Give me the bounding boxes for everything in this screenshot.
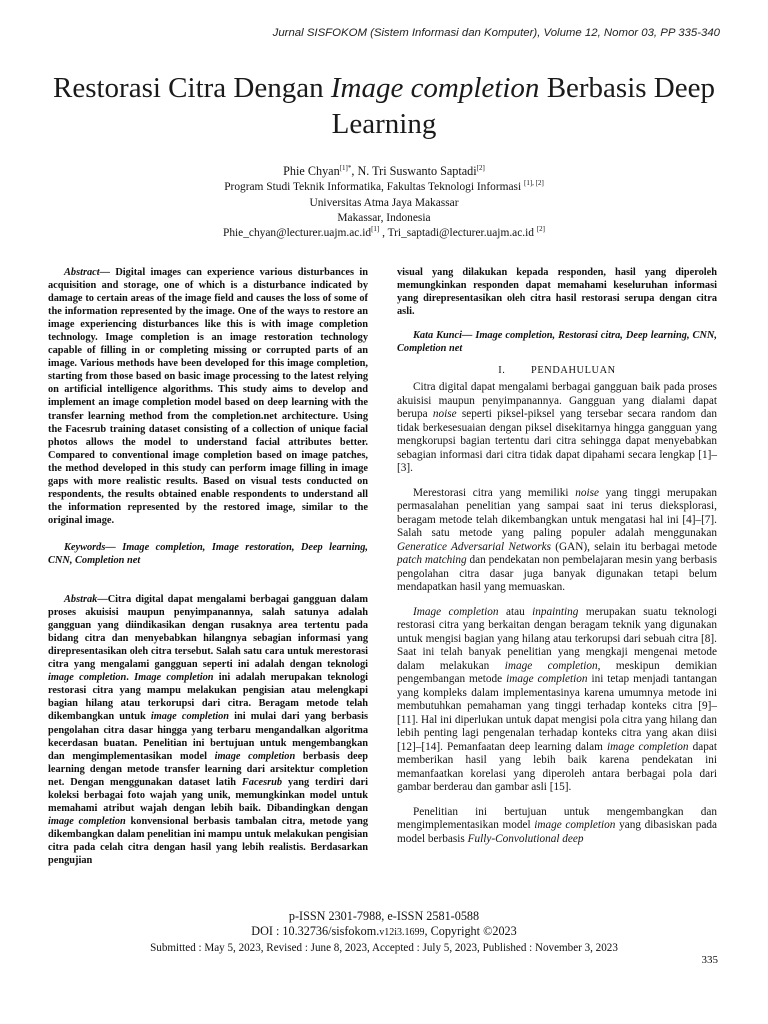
abstrak-text: yang terdiri dari koleksi berbagai foto wajah yang unik, memungkinkan model untuk memahami atribut wajah dengan lebih baik. Dibandingkan dengan (48, 776, 369, 814)
email-affiliation-mark: [2] (536, 225, 546, 234)
paragraph-text: atau (498, 605, 533, 618)
section-number: I. (498, 365, 506, 377)
affiliation-university: Universitas Atma Jaya Makassar (309, 196, 459, 209)
paragraph-text: ini tetap menjadi tantangan yang kompleks dalam implementasinya karena umumnya metode ini membutuhkan pemahaman yang tinggi terhadap konteks citra [9]–[11]. Hal ini diperlukan untuk dapat mengisi pola citra yang hilang dan lebih penting lagi pengenalan terhadap konteks citra yang akan diisi [12]–[14]. Pemanfaatan deep learning dalam (397, 673, 717, 753)
issn-line: p-ISSN 2301-7988, e-ISSN 2581-0588 (288, 909, 480, 923)
abstrak-text: . (126, 672, 135, 684)
doi-line (0, 924, 768, 940)
email-link[interactable]: Tri_saptadi@lecturer.uajm.ac.id (387, 227, 537, 240)
abstrak-italic: image completion (150, 711, 229, 723)
keywords-dash: — (105, 541, 123, 553)
paragraph-text: yang dibasiskan pada model berbasis (397, 819, 717, 845)
keywords-indonesian (397, 329, 717, 355)
paper-title (40, 70, 728, 142)
abstrak-text: berbasis deep learning dengan metode transfer learning dari arsitektur completion net. Dengan menggunakan dataset latih (48, 750, 368, 788)
doi-link[interactable]: DOI : 10.32736/sisfokom. (251, 924, 380, 939)
intro-paragraph-1 (397, 381, 717, 476)
affiliation-city: Makassar, Indonesia (337, 211, 431, 224)
paragraph-italic: inpainting (532, 605, 579, 618)
page-number: 335 (701, 954, 718, 966)
paragraph-text: dapat memberikan hasil yang lebih baik karena pendekatan ini memanfaatkan korelasi yang diperoleh antara berbagai pola dari gambar berderau dan gambar asli [15]. (397, 740, 717, 794)
paragraph-italic: image completion (606, 740, 689, 753)
paragraph-italic: image completion (506, 673, 588, 686)
abstract-dash: — (99, 267, 116, 278)
abstrak-text: ini mulai dari yang berbasis pengolahan citra dasar hingga yang terbaru mengandalkan algoritma kecerdasan buatan. Penelitian ini bertujuan untuk mengembangkan dan mengimplementasikan model (48, 711, 368, 762)
abstrak-italic: Image completion (134, 672, 214, 684)
paragraph-text: Merestorasi citra yang memiliki (413, 486, 576, 499)
abstrak-label: Abstrak (64, 594, 98, 606)
paragraph-text: , meskipun demikian pengembangan metode (397, 659, 717, 686)
section-heading (397, 364, 717, 377)
author-name: N. Tri Suswanto Saptadi (357, 164, 477, 178)
abstrak-text: konvensional berbasis tambalan citra, metode yang dikembangkan dalam penelitian ini mampu untuk melakukan pengisian citra pada celah citra dengan hasil yang lebih realistis. Berdasarkan pengujian (48, 815, 368, 866)
affiliation-program (40, 180, 728, 195)
program-text: Program Studi Teknik Informatika, Fakultas Teknologi Informasi (224, 181, 524, 194)
journal-header: Jurnal SISFOKOM (Sistem Informasi dan Komputer), Volume 12, Nomor 03, PP 335-340 (272, 27, 720, 39)
paragraph-italic: patch matching (397, 554, 467, 567)
author-block (40, 164, 728, 241)
keywords-label: Keywords (64, 541, 106, 553)
paragraph-text: merupakan suatu teknologi restorasi citra yang berkaitan dengan beragam teknik yang digunakan untuk mengisi bagian yang hilang atau terkorupsi dari sebuah citra [8]. Saat ini telah banyak penelitian yang mengkaji mengenai metode dalam melakukan (397, 605, 717, 672)
left-column (48, 266, 368, 867)
paragraph-italic: image completion (534, 819, 616, 832)
paragraph-text: Citra digital dapat mengalami berbagai gangguan baik pada proses akuisisi maupun penyimpanannya. Gangguan yang dialami dapat berupa (397, 381, 717, 421)
title-text-end: Berbasis Deep Learning (331, 72, 715, 140)
paragraph-text: dan pendekatan non pembelajaran mesin yang berbasis pengolahan citra dasar juga banyak digunakan tetapi belum mendapatkan hasil yang memuaskan. (397, 554, 717, 594)
abstrak-dash: — (97, 594, 108, 606)
abstract-label: Abstract (64, 267, 100, 278)
email-affiliation-mark: [1] (371, 225, 380, 234)
author-names (40, 164, 728, 179)
email-link[interactable]: Phie_chyan@lecturer.uajm.ac.id (222, 227, 372, 240)
katakunci-label: Kata Kunci (413, 330, 462, 342)
paragraph-italic: Image completion (413, 605, 499, 618)
abstract-indonesian (48, 593, 368, 867)
abstrak-italic: image completion (48, 815, 126, 827)
page-footer (0, 909, 768, 956)
keywords-text: Image completion, Image restoration, Deep learning, CNN, Completion net (48, 541, 368, 566)
author-affiliation-mark: [2] (476, 163, 485, 172)
paragraph-text: yang tinggi merupakan permasalahan penelitian yang sampai saat ini terus dieksplorasi, beragam metode telah dikembangkan untuk mengatasi hal ini [4]–[7]. Salah satu metode yang paling populer adalah menggunakan (397, 486, 717, 540)
abstrak-italic: image completion (48, 672, 127, 684)
intro-paragraph-4 (397, 806, 717, 847)
abstract-text: Digital images can experience various disturbances in acquisition and storage, one of which is a disturbance indicated by damage to certain areas of the image field and causes the loss of some of the information represented by the image. One of the ways to restore an image experiencing disturbances like this is with image completion technology. Image completion is an image restoration technology capable of filling in or completing missing or corrupted parts of an image. Various methods have been developed for this image completion, starting from those based on basic image processing to the latest relying on artificial intelligence algorithms. This study aims to develop and implement an image completion model based on deep learning with the transfer learning method from the completion.net architecture. Using the Facesrub training dataset consisting of a collection of unique facial photos allows the model to understand facial attributes better. Compared to conventional image completion based on image patches, the method developed in this study can perform image filling in image gaps with more realistic results. Based on visual tests conducted on respondents, the results obtained enable respondents to understand all the information represented by the restored image, similar to the original image. (48, 267, 368, 526)
keywords-english (48, 541, 368, 567)
paragraph-text: seperti piksel-piksel yang tersebar secara random dan tidak berkesesuaian dengan piksel disekitarnya hingga gangguan yang mengkorupsi bagian tertentu dari citra sehingga dapat menyebabkan sebagian informasi dari citra tidak dapat dipahami secara lengkap [1]–[3]. (397, 408, 717, 475)
author-separator: , (351, 164, 358, 178)
abstract-english (48, 266, 368, 527)
abstrak-text: Citra digital dapat mengalami berbagai gangguan dalam proses akuisisi maupun penyimpanannya, salah satunya adalah gangguan yang diindikasikan dengan rusaknya area tertentu pada bidang citra dan menyebabkan hilangnya sebagian informasi yang direpresentasikan oleh citra tersebut. Salah satu cara untuk merestorasi citra yang mengalami gangguan seperti ini adalah dengan teknologi (48, 594, 368, 671)
section-title: PENDAHULUAN (530, 365, 616, 377)
katakunci-text: Image completion, Restorasi citra, Deep learning, CNN, Completion net (397, 330, 717, 355)
author-name: Phie Chyan (283, 164, 340, 178)
abstrak-text: ini adalah merupakan teknologi restorasi citra yang mampu melakukan pengisian atau melengkapi bagian hilang atau terkorupsi dari citra. Beragam metode telah dikembangkan untuk (48, 672, 368, 723)
doi-suffix[interactable]: v12i3.1699 (379, 927, 425, 939)
paragraph-text: Penelitian ini bertujuan untuk mengembangkan dan mengimplementasikan model (397, 805, 717, 832)
paragraph-italic: Generatice Adversarial Networks (397, 540, 551, 553)
program-affiliation-mark: [1], [2] (523, 179, 544, 188)
submission-dates: Submitted : May 5, 2023, Revised : June 8, 2023, Accepted : July 5, 2023, Published : November 3, 2023 (150, 941, 618, 954)
paragraph-italic: image completion (504, 659, 598, 672)
author-emails (40, 226, 728, 241)
title-text: Restorasi Citra Dengan (52, 72, 331, 104)
paragraph-italic: noise (575, 486, 599, 499)
katakunci-dash: — (462, 330, 476, 342)
abstract-indonesian-continued: visual yang dilakukan kepada responden, hasil yang diperoleh memungkinkan responden dapat memahami keseluruhan informasi yang direpresentasikan oleh citra hasil restorasi serupa dengan citra asli. (397, 267, 717, 318)
title-italic-text: Image completion (330, 72, 540, 104)
paragraph-italic: noise (432, 408, 457, 421)
paragraph-text: (GAN), selain itu berbagai metode (550, 540, 717, 553)
paragraph-italic: Fully-Convolutional deep (467, 832, 584, 845)
right-column (397, 266, 717, 846)
author-affiliation-mark: [1]* (339, 163, 352, 172)
abstrak-italic: image completion (214, 750, 296, 762)
intro-paragraph-2 (397, 487, 717, 595)
intro-paragraph-3 (397, 606, 717, 795)
copyright-text: , Copyright ©2023 (424, 924, 517, 939)
abstrak-italic: Facesrub (241, 776, 283, 788)
email-separator: , (379, 227, 388, 240)
